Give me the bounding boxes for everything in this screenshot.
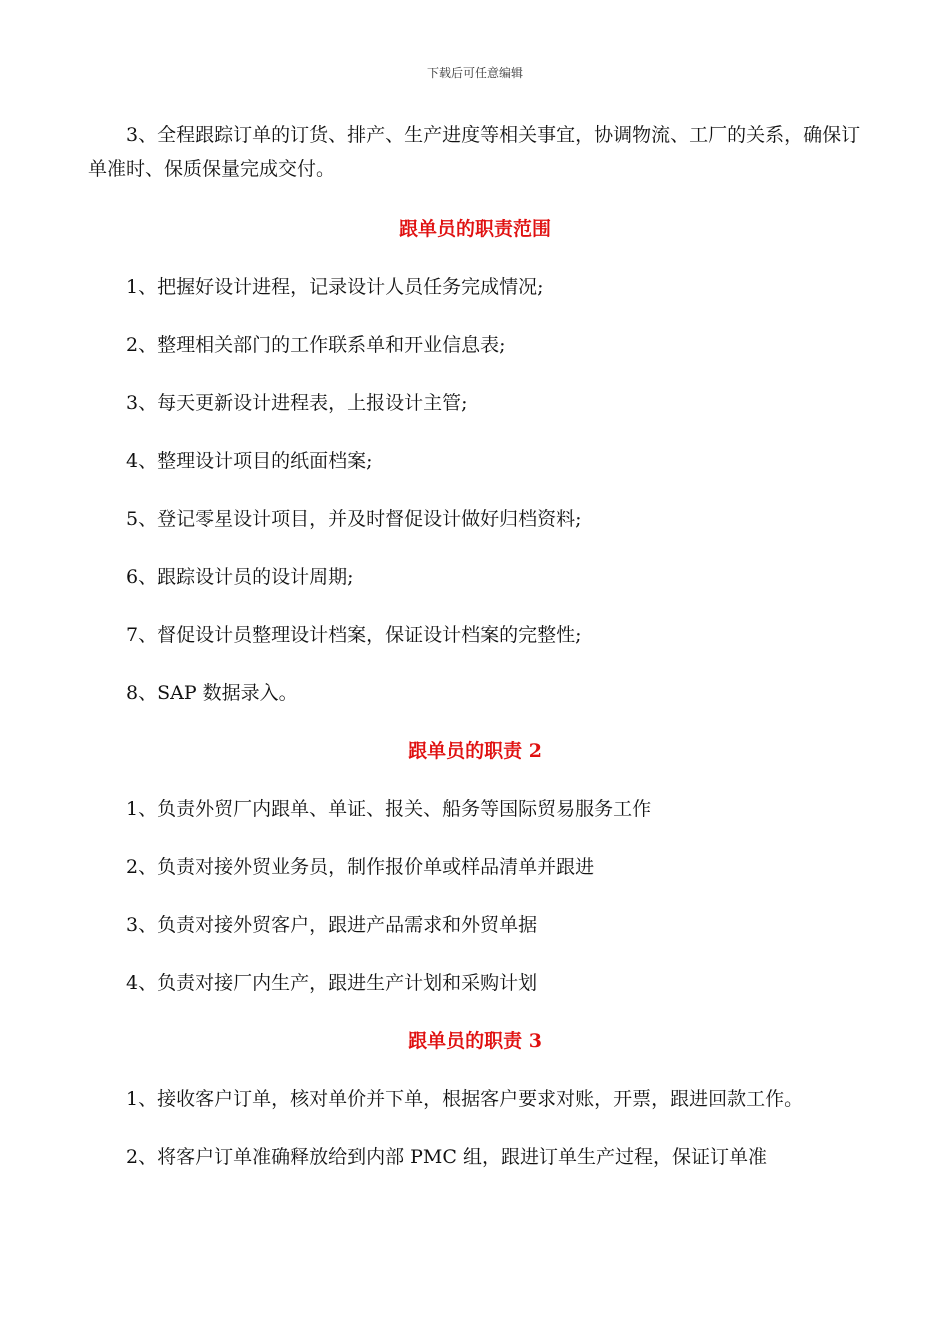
list-item: 3、每天更新设计进程表，上报设计主管; (126, 392, 468, 414)
list-item: 4、负责对接厂内生产，跟进生产计划和采购计划 (126, 972, 538, 994)
section3-paragraph: 2、将客户订单准确释放给到内部 PMC 组，跟进订单生产过程，保证订单准 (126, 1146, 767, 1168)
list-item: 4、整理设计项目的纸面档案; (126, 450, 373, 472)
section-title-scope: 跟单员的职责范围 (398, 218, 551, 240)
section-title-duties-2: 跟单员的职责 2 (408, 740, 542, 762)
list-item: 8、SAP 数据录入。 (126, 682, 298, 704)
list-item: 5、登记零星设计项目，并及时督促设计做好归档资料; (126, 508, 582, 530)
list-item: 1、负责外贸厂内跟单、单证、报关、船务等国际贸易服务工作 (126, 798, 652, 820)
list-item: 3、负责对接外贸客户，跟进产品需求和外贸单据 (126, 914, 538, 936)
intro-paragraph: 3、全程跟踪订单的订货、排产、生产进度等相关事宜，协调物流、工厂的关系，确保订单准时、保质保量完成交付。 (88, 124, 861, 180)
list-item: 1、把握好设计进程，记录设计人员任务完成情况; (126, 276, 544, 298)
section3-paragraph: 1、接收客户订单，核对单价并下单，根据客户要求对账，开票，跟进回款工作。 (126, 1088, 804, 1110)
page-header: 下载后可任意编辑 (426, 66, 523, 80)
list-item: 2、负责对接外贸业务员，制作报价单或样品清单并跟进 (126, 856, 595, 878)
list-item: 7、督促设计员整理设计档案，保证设计档案的完整性; (126, 624, 582, 646)
list-item: 6、跟踪设计员的设计周期; (126, 566, 354, 588)
document-body (88, 118, 862, 1174)
list-item: 2、整理相关部门的工作联系单和开业信息表; (126, 334, 506, 356)
section-title-duties-3: 跟单员的职责 3 (408, 1030, 542, 1052)
